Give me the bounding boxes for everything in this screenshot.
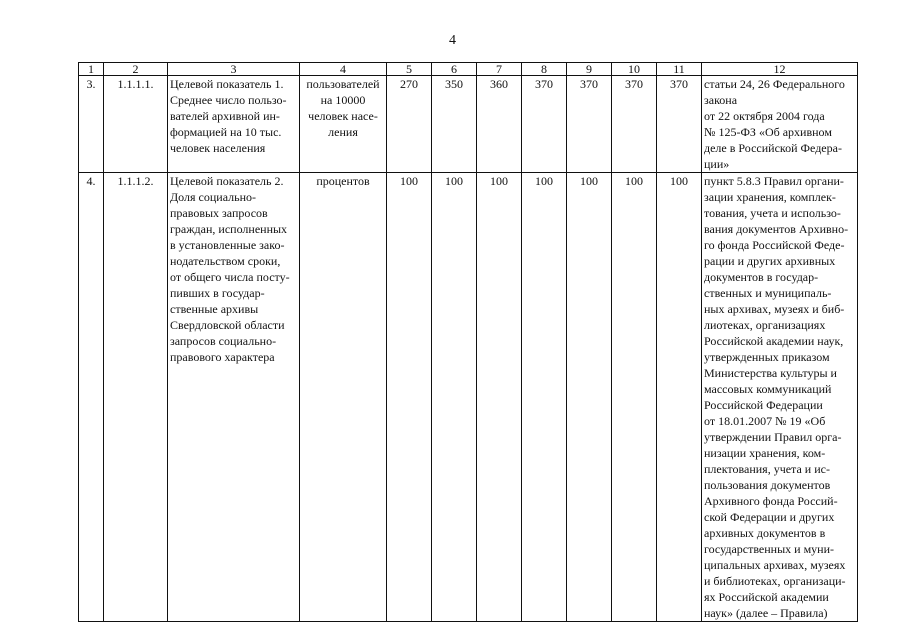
source-cell [702, 76, 858, 173]
value-cell: 370 [612, 76, 657, 173]
column-header: 2 [104, 63, 168, 76]
value-cell: 370 [567, 76, 612, 173]
unit-cell [300, 173, 387, 622]
column-header: 11 [657, 63, 702, 76]
source-cell [702, 173, 858, 622]
indicator-cell [168, 76, 300, 173]
row-code: 1.1.1.2. [104, 173, 168, 622]
column-header: 6 [432, 63, 477, 76]
indicator-cell [168, 173, 300, 622]
table-row [79, 76, 858, 173]
value-cell: 100 [432, 173, 477, 622]
source-text: пункт 5.8.3 Правил органи- зации хранения, комплек- тования, учета и использо- вания документов Архивно- го фонда Российской Феде- рации и других архивных документов в государ- ственных и муниципаль- ных архивах, музеях и биб- лиотеках, организациях Российской академии наук, утвержденных приказом Министерства культуры и массовых коммуникаций Российской Федерации от 18.01.2007 № 19 «Об утверждении Правил орга- низации хранения, ком- плектования, учета и ис- пользования документов Архивного фонда Россий- ской Федерации и других архивных документов в государственных и муни- ципальных архивах, музеях и библиотеках, организаци- ях Российской академии наук» (далее – Правила) [704, 174, 849, 620]
indicator-text: Целевой показатель 1. Среднее число пользо- вателей архивной ин- формацией на 10 тыс. человек населения [170, 77, 287, 155]
indicators-table [78, 62, 858, 622]
column-header: 4 [300, 63, 387, 76]
table-row [79, 173, 858, 622]
source-text: статьи 24, 26 Федерального закона от 22 октября 2004 года № 125-ФЗ «Об архивном деле в Российской Федера- ции» [704, 77, 845, 171]
value-cell: 270 [387, 76, 432, 173]
value-cell: 360 [477, 76, 522, 173]
unit-text: пользователей на 10000 человек насе- ления [306, 77, 380, 139]
value-cell: 100 [657, 173, 702, 622]
value-cell: 350 [432, 76, 477, 173]
unit-cell [300, 76, 387, 173]
page-number: 4 [449, 33, 456, 48]
row-code: 1.1.1.1. [104, 76, 168, 173]
row-number: 3. [79, 76, 104, 173]
column-header: 1 [79, 63, 104, 76]
header-row [79, 63, 858, 76]
indicator-text: Целевой показатель 2. Доля социально- правовых запросов граждан, исполненных в установленные зако- нодательством сроки, от общего числа посту- пивших в государ- ственные архивы Свердловской области запросов социально- правового характера [170, 174, 290, 364]
column-header: 10 [612, 63, 657, 76]
value-cell: 100 [567, 173, 612, 622]
column-header: 12 [702, 63, 858, 76]
value-cell: 370 [657, 76, 702, 173]
value-cell: 100 [387, 173, 432, 622]
column-header: 8 [522, 63, 567, 76]
value-cell: 100 [522, 173, 567, 622]
unit-text: процентов [316, 174, 370, 188]
column-header: 3 [168, 63, 300, 76]
value-cell: 100 [477, 173, 522, 622]
column-header: 7 [477, 63, 522, 76]
column-header: 5 [387, 63, 432, 76]
value-cell: 100 [612, 173, 657, 622]
column-header: 9 [567, 63, 612, 76]
row-number: 4. [79, 173, 104, 622]
value-cell: 370 [522, 76, 567, 173]
